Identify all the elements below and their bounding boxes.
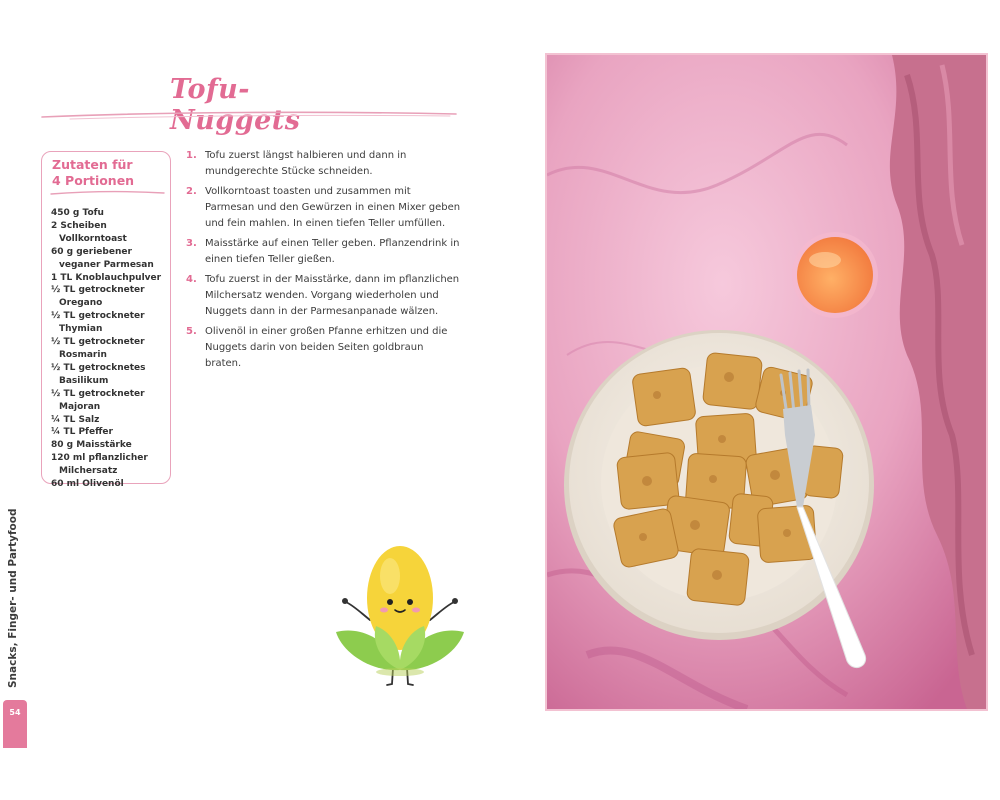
ingredients-heading-line2: 4 Portionen [52, 173, 135, 188]
ingredient-item: 60 ml Olivenöl [51, 479, 124, 490]
step-text: Tofu zuerst in der Maisstärke, dann im pflanzlichen Milchersatz wenden. Vorgang wiederholen und Nuggets dann in der Parmesanpanade wälzen. [205, 274, 460, 317]
step-text: Vollkorntoast toasten und zusammen mit Parmesan und den Gewürzen in einen Mixer geben und fein mahlen. In einen tiefen Teller umfüllen. [205, 186, 461, 229]
recipe-photo [545, 53, 988, 711]
ingredient-item: 450 g Tofu [51, 208, 104, 218]
instruction-step [186, 184, 461, 232]
step-text: Olivenöl in einer großen Pfanne erhitzen und die Nuggets darin von beiden Seiten goldbraun braten. [205, 326, 448, 369]
ingredient-item: 120 ml pflanzlicher Milchersatz [51, 453, 148, 477]
instructions-list [186, 148, 461, 376]
ingredients-underline [50, 189, 166, 197]
ingredients-heading-line1: Zutaten für [52, 157, 133, 172]
step-number: 4. [186, 274, 197, 285]
page-number-tab: 54 [3, 700, 27, 748]
instruction-step [186, 236, 461, 268]
ingredient-item: 80 g Maisstärke [51, 440, 132, 451]
ingredient-item: 2 Scheiben Vollkorntoast [51, 220, 127, 244]
step-number: 2. [186, 186, 197, 197]
ingredient-item: ½ TL getrockneter Majoran [51, 388, 145, 412]
ingredient-item: 60 g geriebener veganer Parmesan [51, 246, 154, 270]
corn-mascot-icon [330, 540, 470, 690]
ingredient-item: ½ TL getrockneter Oregano [51, 285, 145, 309]
ingredients-box [41, 151, 171, 490]
ingredient-item: ½ TL getrockneter Rosmarin [51, 337, 145, 360]
ingredient-item: ½ TL getrocknetes Basilikum [51, 362, 146, 386]
instruction-step [186, 324, 461, 372]
instruction-step [186, 272, 461, 320]
ingredient-item: ¼ TL Pfeffer [51, 427, 113, 438]
step-text: Maisstärke auf einen Teller geben. Pflanzendrink in einen tiefen Teller gießen. [205, 238, 460, 265]
title-underline [40, 108, 460, 122]
ingredient-item: ¼ TL Salz [51, 414, 100, 425]
step-text: Tofu zuerst längst halbieren und dann in mundgerechte Stücke schneiden. [205, 150, 407, 177]
ingredients-heading [52, 157, 167, 189]
ingredient-item: 1 TL Knoblauchpulver [51, 272, 162, 283]
food-photo-illustration [547, 55, 986, 709]
recipe-title: Tofu-Nuggets [170, 74, 301, 136]
ingredients-list [51, 207, 173, 491]
chapter-side-label: Snacks, Finger- und Partyfood [7, 508, 19, 688]
step-number: 3. [186, 238, 197, 249]
step-number: 5. [186, 326, 197, 337]
ingredient-item: ½ TL getrockneter Thymian [51, 311, 145, 335]
instruction-step [186, 148, 461, 180]
step-number: 1. [186, 150, 197, 161]
